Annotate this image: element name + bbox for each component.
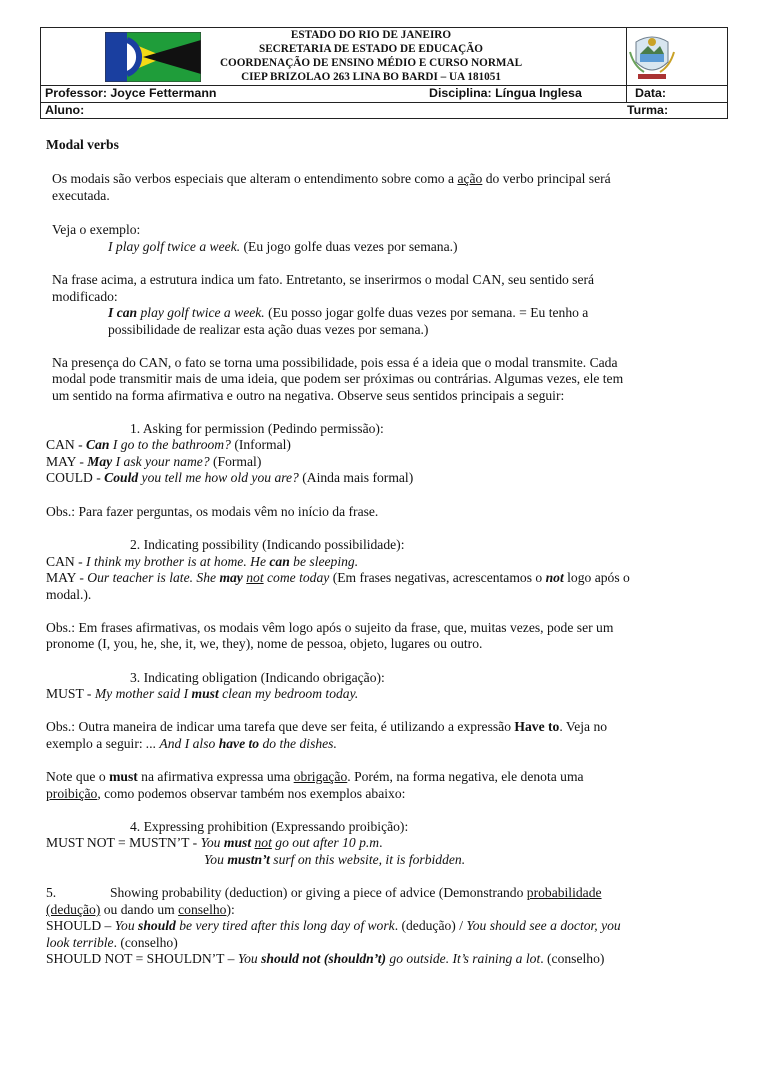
s5-number: 5. — [46, 885, 57, 900]
s1-could: COULD - Could you tell me how old you are? (Ainda mais formal) — [46, 470, 414, 485]
header-coordenacao: COORDENAÇÃO DE ENSINO MÉDIO E CURSO NORMAL — [219, 57, 523, 69]
s2-can: CAN - I think my brother is at home. He can be sleeping. — [46, 554, 359, 569]
section3-heading: 3. Indicating obligation (Indicando obrigação): — [130, 670, 385, 685]
section2-heading: 2. Indicating possibility (Indicando possibilidade): — [130, 537, 405, 552]
aluno-label: Aluno: — [45, 103, 85, 117]
data-label: Data: — [626, 85, 727, 102]
s2-may: MAY - Our teacher is late. She may not come today (Em frases negativas, acrescentamos o not logo após o — [46, 570, 630, 585]
example-label: Veja o exemplo: — [52, 222, 141, 237]
s4-ex2: You mustn’t surf on this website, it is forbidden. — [204, 852, 466, 867]
header-state: ESTADO DO RIO DE JANEIRO — [290, 29, 452, 41]
s5-heading-1: Showing probability (deduction) or giving a piece of advice (Demonstrando probabilidade — [110, 885, 602, 900]
professor-label: Professor: Joyce Fettermann — [45, 86, 217, 100]
s3-note-2: proibição, como podemos observar também nos exemplos abaixo: — [46, 786, 406, 801]
header-secretaria: SECRETARIA DE ESTADO DE EDUCAÇÃO — [259, 43, 483, 55]
explain2-line-1: Na presença do CAN, o fato se torna uma possibilidade, pois essa é a ideia que o modal transmite. Cada — [52, 355, 618, 370]
s5-should-2: look terrible. (conselho) — [46, 935, 178, 950]
explain1-example: I can play golf twice a week. (Eu posso jogar golfe duas vezes por semana. = Eu tenho a — [108, 305, 589, 320]
header-titles — [201, 28, 541, 84]
header-crest-cell — [626, 28, 668, 85]
s3-must: MUST - My mother said I must clean my bedroom today. — [46, 686, 359, 701]
explain2-line-3: um sentido na forma afirmativa e outro na negativa. Observe seus sentidos principais a seguir: — [52, 388, 565, 403]
section1-heading: 1. Asking for permission (Pedindo permissão): — [130, 421, 384, 436]
s5-heading-2: (dedução) ou dando um conselho): — [46, 902, 235, 917]
example-sentence: I play golf twice a week. (Eu jogo golfe duas vezes por semana.) — [108, 239, 458, 254]
header-table — [40, 27, 728, 119]
s5-should-not: SHOULD NOT = SHOULDN’T – You should not (shouldn’t) go outside. It’s raining a lot. (conselho) — [46, 951, 605, 966]
explain1-example-cont: possibilidade de realizar esta ação duas vezes por semana.) — [108, 322, 429, 337]
header-professor-row — [41, 85, 727, 103]
intro-line-2: executada. — [52, 188, 110, 203]
header-blank-cell — [667, 28, 727, 85]
s3-note-1: Note que o must na afirmativa expressa uma obrigação. Porém, na forma negativa, ele denota uma — [46, 769, 584, 784]
header-title-row — [41, 28, 727, 86]
header-aluno-row — [41, 102, 727, 118]
explain1-line-1: Na frase acima, a estrutura indica um fato. Entretanto, se inserirmos o modal CAN, seu sentido será — [52, 272, 595, 287]
s3-obs-2: exemplo a seguir: ... And I also have to do the dishes. — [46, 736, 337, 751]
s3-obs-1: Obs.: Outra maneira de indicar uma tarefa que deve ser feita, é utilizando a expressão Have to. Veja no — [46, 719, 608, 734]
s5-should-1: SHOULD – You should be very tired after this long day of work. (dedução) / You should see a doctor, you — [46, 918, 621, 933]
s1-may: MAY - May I ask your name? (Formal) — [46, 454, 262, 469]
rio-flag-logo — [105, 32, 201, 82]
s1-can: CAN - Can I go to the bathroom? (Informal) — [46, 437, 291, 452]
page-title: Modal verbs — [46, 137, 119, 152]
intro-line-1: Os modais são verbos especiais que alteram o entendimento sobre como a ação do verbo principal será — [52, 171, 611, 186]
explain1-line-2: modificado: — [52, 289, 118, 304]
header-school: CIEP BRIZOLAO 263 LINA BO BARDI – UA 181051 — [241, 71, 501, 83]
s2-obs-2: pronome (I, you, he, she, it, we, they), nome de pessoa, objeto, lugares ou outro. — [46, 636, 483, 651]
s2-obs-1: Obs.: Em frases afirmativas, os modais vêm logo após o sujeito da frase, que, muitas vezes, pode ser um — [46, 620, 614, 635]
disciplina-label: Disciplina: Língua Inglesa — [429, 86, 582, 100]
s4-ex1: MUST NOT = MUSTN’T - You must not go out after 10 p.m. — [46, 835, 383, 850]
s2-may-cont: modal.). — [46, 587, 92, 602]
explain2-line-2: modal pode transmitir mais de uma ideia, que podem ser próximas ou contrárias. Algumas vezes, ele tem — [52, 371, 624, 386]
turma-label: Turma: — [627, 103, 669, 117]
s1-obs: Obs.: Para fazer perguntas, os modais vêm no início da frase. — [46, 504, 379, 519]
header-flag-cell — [41, 28, 626, 85]
section4-heading: 4. Expressing prohibition (Expressando proibição): — [130, 819, 409, 834]
